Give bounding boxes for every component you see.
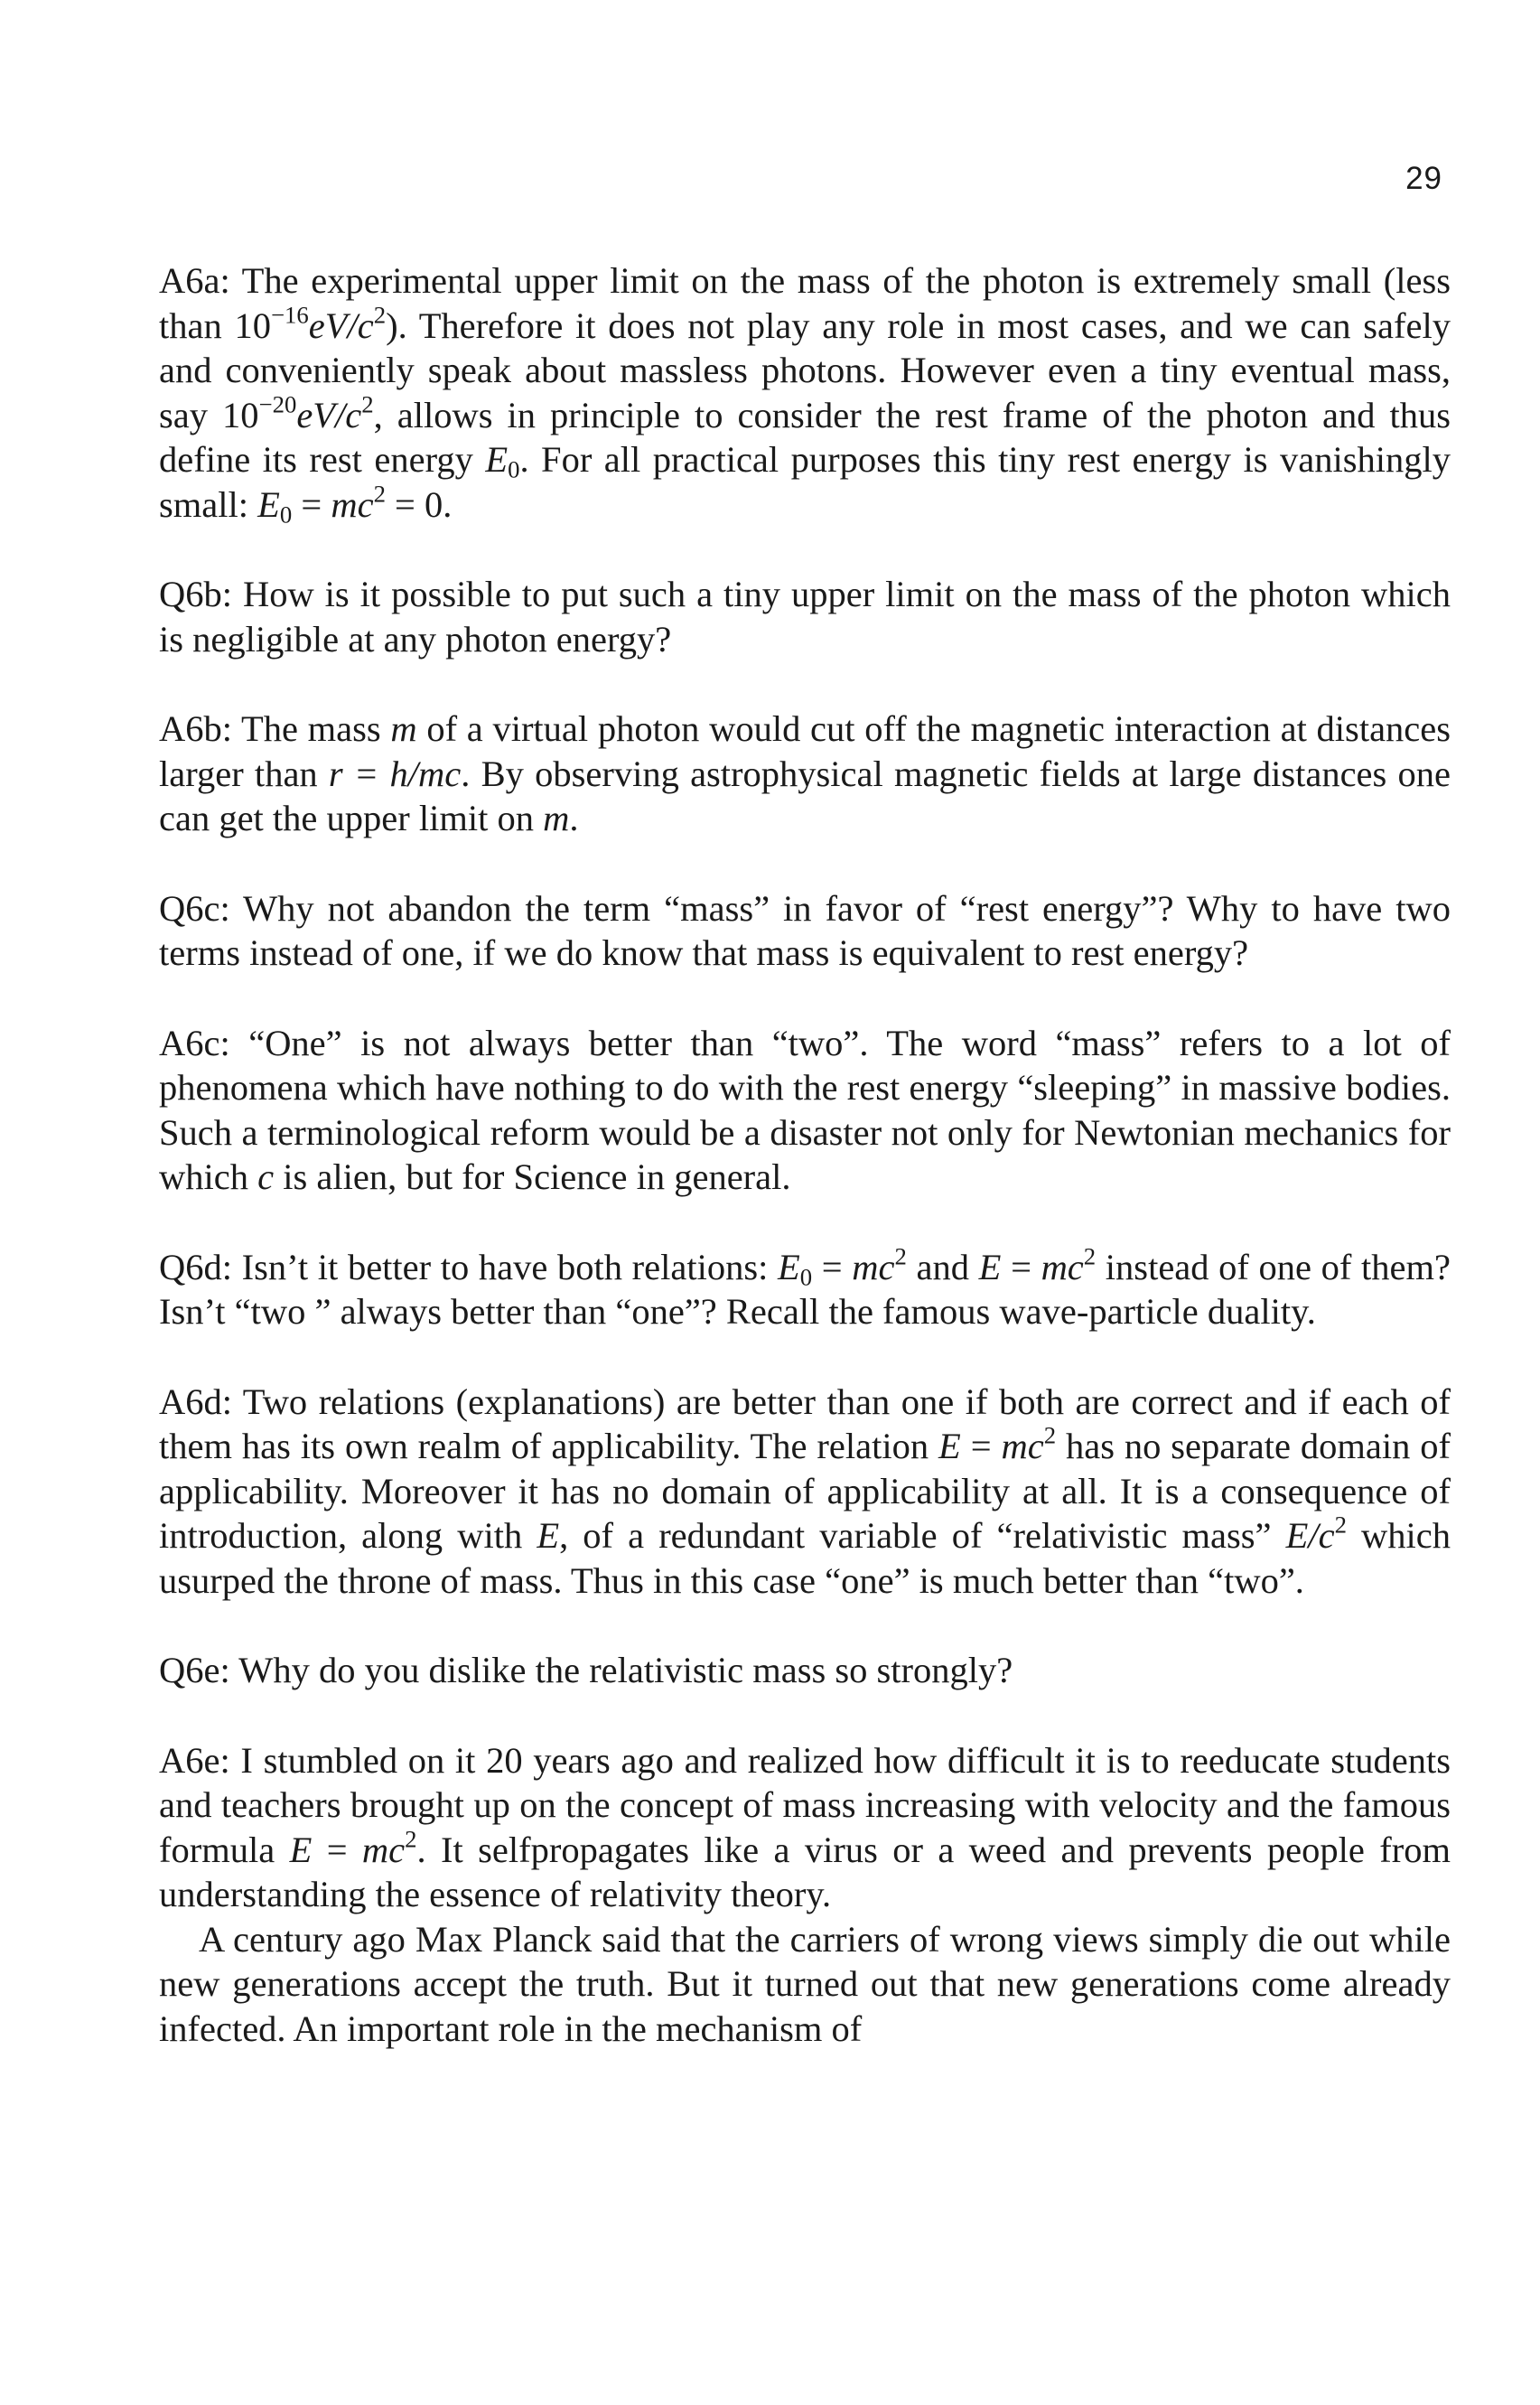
answer-a6a [159,258,1451,527]
a6e-text-2: . It selfpropagates like a virus or a weed and prevents people from understanding the essence of relativity theory. [159,1829,1451,1914]
q6d-rest-energy-symbol: E [778,1246,800,1287]
planck-paragraph: A century ago Max Planck said that the carriers of wrong views simply die out while new generations accept the truth. But it turned out that new generations come already infected. An important role in the mechanism of [159,1918,1451,2049]
q6d-mc-symbol-1: mc [852,1246,895,1287]
a6a-text-6: = 0. [385,483,453,525]
a6e-energy-symbol: E [289,1829,313,1870]
question-q6d [159,1241,1451,1334]
a6d-text-1: A6d: Two relations (explanations) are better than one if both are correct and if each of them has its own realm of applicability. The relation [159,1380,1451,1466]
a6a-rest-energy-symbol-1: E [485,439,509,480]
a6a-mc-symbol: mc [331,483,374,525]
a6b-formula: r = h/mc [328,753,462,794]
a6a-unit-1: eV/c [308,304,374,346]
question-q6b: Q6b: How is it possible to put such a tiny upper limit on the mass of the photon which is negligible at any photon energy? [159,574,1451,660]
q6d-energy-symbol: E [978,1246,1002,1287]
q6d-text-3: instead of one of them? Isn’t “two ” always better than “one”? Recall the famous wave-particle duality. [159,1246,1451,1332]
q6d-text-2: and [906,1246,979,1287]
a6d-equals: = [960,1426,1002,1466]
a6e-square: 2 [405,1824,417,1852]
a6a-subscript-1: 0 [508,455,520,483]
a6d-energy-symbol-2: E [537,1515,560,1556]
a6b-text-2: of a virtual photon would cut off the magnetic interaction at distances larger than [159,708,1451,794]
a6a-mc-square: 2 [373,479,386,507]
a6a-text-1: A6a: The experimental upper limit on the mass of the photon is extremely small (less than 10 [159,260,1451,346]
q6d-square-2: 2 [1083,1241,1097,1269]
q6d-equals-2: = [1001,1246,1041,1287]
a6a-rest-energy-symbol-2: E [257,483,280,525]
a6d-text-2: has no separate domain of applicability. Moreover it has no domain of applicability at all. It is a consequence of introduction, along with [159,1426,1451,1556]
a6a-square-2: 2 [361,389,374,417]
a6d-text-3: , of a redundant variable of “relativistic mass” [559,1515,1286,1556]
a6d-ec-square: 2 [1334,1511,1347,1539]
a6c-text-1: A6c: “One” is not always better than “two”. The word “mass” refers to a lot of phenomena which have nothing to do with the rest energy “sleeping” in massive bodies. Such a terminological reform would be a disaster not only for Newtonian mechanics for which [159,1022,1451,1197]
question-q6c: Q6c: Why not abandon the term “mass” in favor of “rest energy”? Why to have two terms instead of one, if we do know that mass is equivalent to rest energy? [159,887,1451,973]
a6d-text-4: which usurped the throne of mass. Thus in this case “one” is much better than “two”. [159,1515,1451,1601]
q6d-subscript: 0 [799,1263,813,1291]
a6a-unit-2: eV/c [296,394,362,435]
page-body [159,258,1451,2051]
a6d-mc-symbol: mc [1001,1426,1044,1466]
a6a-text-2: ). Therefore it does not play any role in most cases, and we can safely and conveniently speak about massless photons. However even a tiny eventual mass, say 10 [159,304,1451,435]
a6e-text-1: A6e: I stumbled on it 20 years ago and realized how difficult it is to reeducate students and teachers brought up on the concept of mass increasing with velocity and the famous formula [159,1739,1451,1870]
a6a-subscript-2: 0 [279,501,293,529]
a6a-text-5: = [292,483,331,525]
answer-a6b [159,707,1451,841]
answer-a6d [159,1380,1451,1604]
a6b-mass-symbol-1: m [390,708,417,749]
q6d-text-1: Q6d: Isn’t it better to have both relations: [159,1246,779,1287]
a6b-text-1: A6b: The mass [159,708,391,749]
a6d-energy-symbol-1: E [938,1426,961,1466]
answer-a6c [159,1021,1451,1200]
a6a-text-3: , allows in principle to consider the rest frame of the photon and thus define its rest energy [159,394,1451,480]
a6d-relativistic-mass-symbol: E/c [1285,1515,1335,1556]
a6b-text-3: . By observing astrophysical magnetic fields at large distances one can get the upper limit on [159,753,1451,838]
a6a-text-4: . For all practical purposes this tiny rest energy is vanishingly small: [159,439,1451,525]
question-q6e: Q6e: Why do you dislike the relativistic mass so strongly? [159,1650,1013,1690]
a6d-square: 2 [1043,1421,1057,1449]
a6c-text-2: is alien, but for Science in general. [274,1156,791,1197]
q6d-square-1: 2 [894,1241,907,1269]
a6a-exponent-2: −20 [258,389,297,417]
a6c-c-symbol: c [257,1156,275,1197]
answer-a6e [159,1738,1451,1917]
q6d-mc-symbol-2: mc [1041,1246,1084,1287]
q6d-equals-1: = [812,1246,853,1287]
a6a-square-1: 2 [373,300,387,328]
page-number: 29 [1405,161,1442,196]
a6e-mc-symbol: mc [361,1829,406,1870]
a6b-mass-symbol-2: m [543,798,570,838]
a6b-text-4: . [569,798,579,838]
a6e-equals: = [312,1829,362,1870]
a6a-exponent-1: −16 [270,300,309,328]
